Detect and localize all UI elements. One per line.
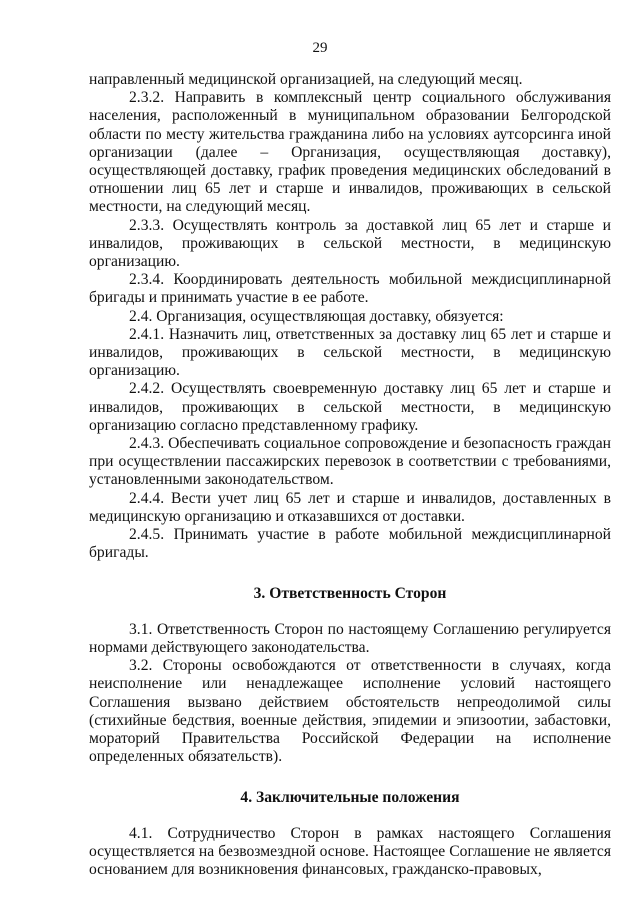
paragraph-2-4-3: 2.4.3. Обеспечивать социальное сопровождение и безопасность граждан при осуществлении пассажирских перевозок в соответствии с требованиями, установленными законодательством. bbox=[89, 435, 611, 489]
document-body bbox=[89, 71, 611, 879]
paragraph-3-1: 3.1. Ответственность Сторон по настоящему Соглашению регулируется нормами действующего законодательства. bbox=[89, 620, 611, 656]
paragraph-2-4: 2.4. Организация, осуществляющая доставку, обязуется: bbox=[129, 307, 504, 325]
paragraph-2-3-2: 2.3.2. Направить в комплексный центр социального обслуживания населения, расположенный в муниципальном образовании Белгородской области по месту жительства гражданина либо на условиях аутсорсинга иной организации (далее – Организация, осуществляющая доставку), осуществляющей доставку, график проведения медицинских обследований в отношении лиц 65 лет и старше и инвалидов, проживающих в сельской местности, на следующий месяц. bbox=[89, 89, 611, 216]
paragraph-3-2: 3.2. Стороны освобождаются от ответственности в случаях, когда неисполнение или ненадлежащее исполнение условий настоящего Соглашения вызвано действием обстоятельств непреодолимой силы (стихийные бедствия, военные действия, эпидемии и эпизоотии, забастовки, мораторий Правительства Российской Федерации на исполнение определенных обязательств). bbox=[89, 657, 611, 766]
paragraph-continuation: направленный медицинской организацией, на следующий месяц. bbox=[89, 71, 523, 88]
paragraph-2-4-1: 2.4.1. Назначить лиц, ответственных за доставку лиц 65 лет и старше и инвалидов, проживающих в сельской местности, в медицинскую организацию. bbox=[89, 325, 611, 380]
page-number: 29 bbox=[312, 40, 328, 56]
paragraph-2-4-2: 2.4.2. Осуществлять своевременную доставку лиц 65 лет и старше и инвалидов, проживающих в сельской местности, в медицинскую организацию согласно представленному графику. bbox=[89, 380, 611, 434]
paragraph-2-4-5: 2.4.5. Принимать участие в работе мобильной междисциплинарной бригады. bbox=[89, 526, 611, 562]
section-3-heading: 3. Ответственность Сторон bbox=[253, 585, 447, 603]
paragraph-2-3-4: 2.3.4. Координировать деятельность мобильной междисциплинарной бригады и принимать участие в ее работе. bbox=[89, 271, 611, 307]
paragraph-4-1: 4.1. Сотрудничество Сторон в рамках настоящего Соглашения осуществляется на безвозмездной основе. Настоящее Соглашение не является основанием для возникновения финансовых, гражданско-правовых, bbox=[89, 824, 611, 878]
section-4-heading: 4. Заключительные положения bbox=[240, 789, 460, 807]
paragraph-2-4-4: 2.4.4. Вести учет лиц 65 лет и старше и инвалидов, доставленных в медицинскую организацию и отказавшихся от доставки. bbox=[89, 489, 611, 525]
paragraph-2-3-3: 2.3.3. Осуществлять контроль за доставкой лиц 65 лет и старше и инвалидов, проживающих в сельской местности, в медицинскую организацию. bbox=[89, 216, 611, 271]
